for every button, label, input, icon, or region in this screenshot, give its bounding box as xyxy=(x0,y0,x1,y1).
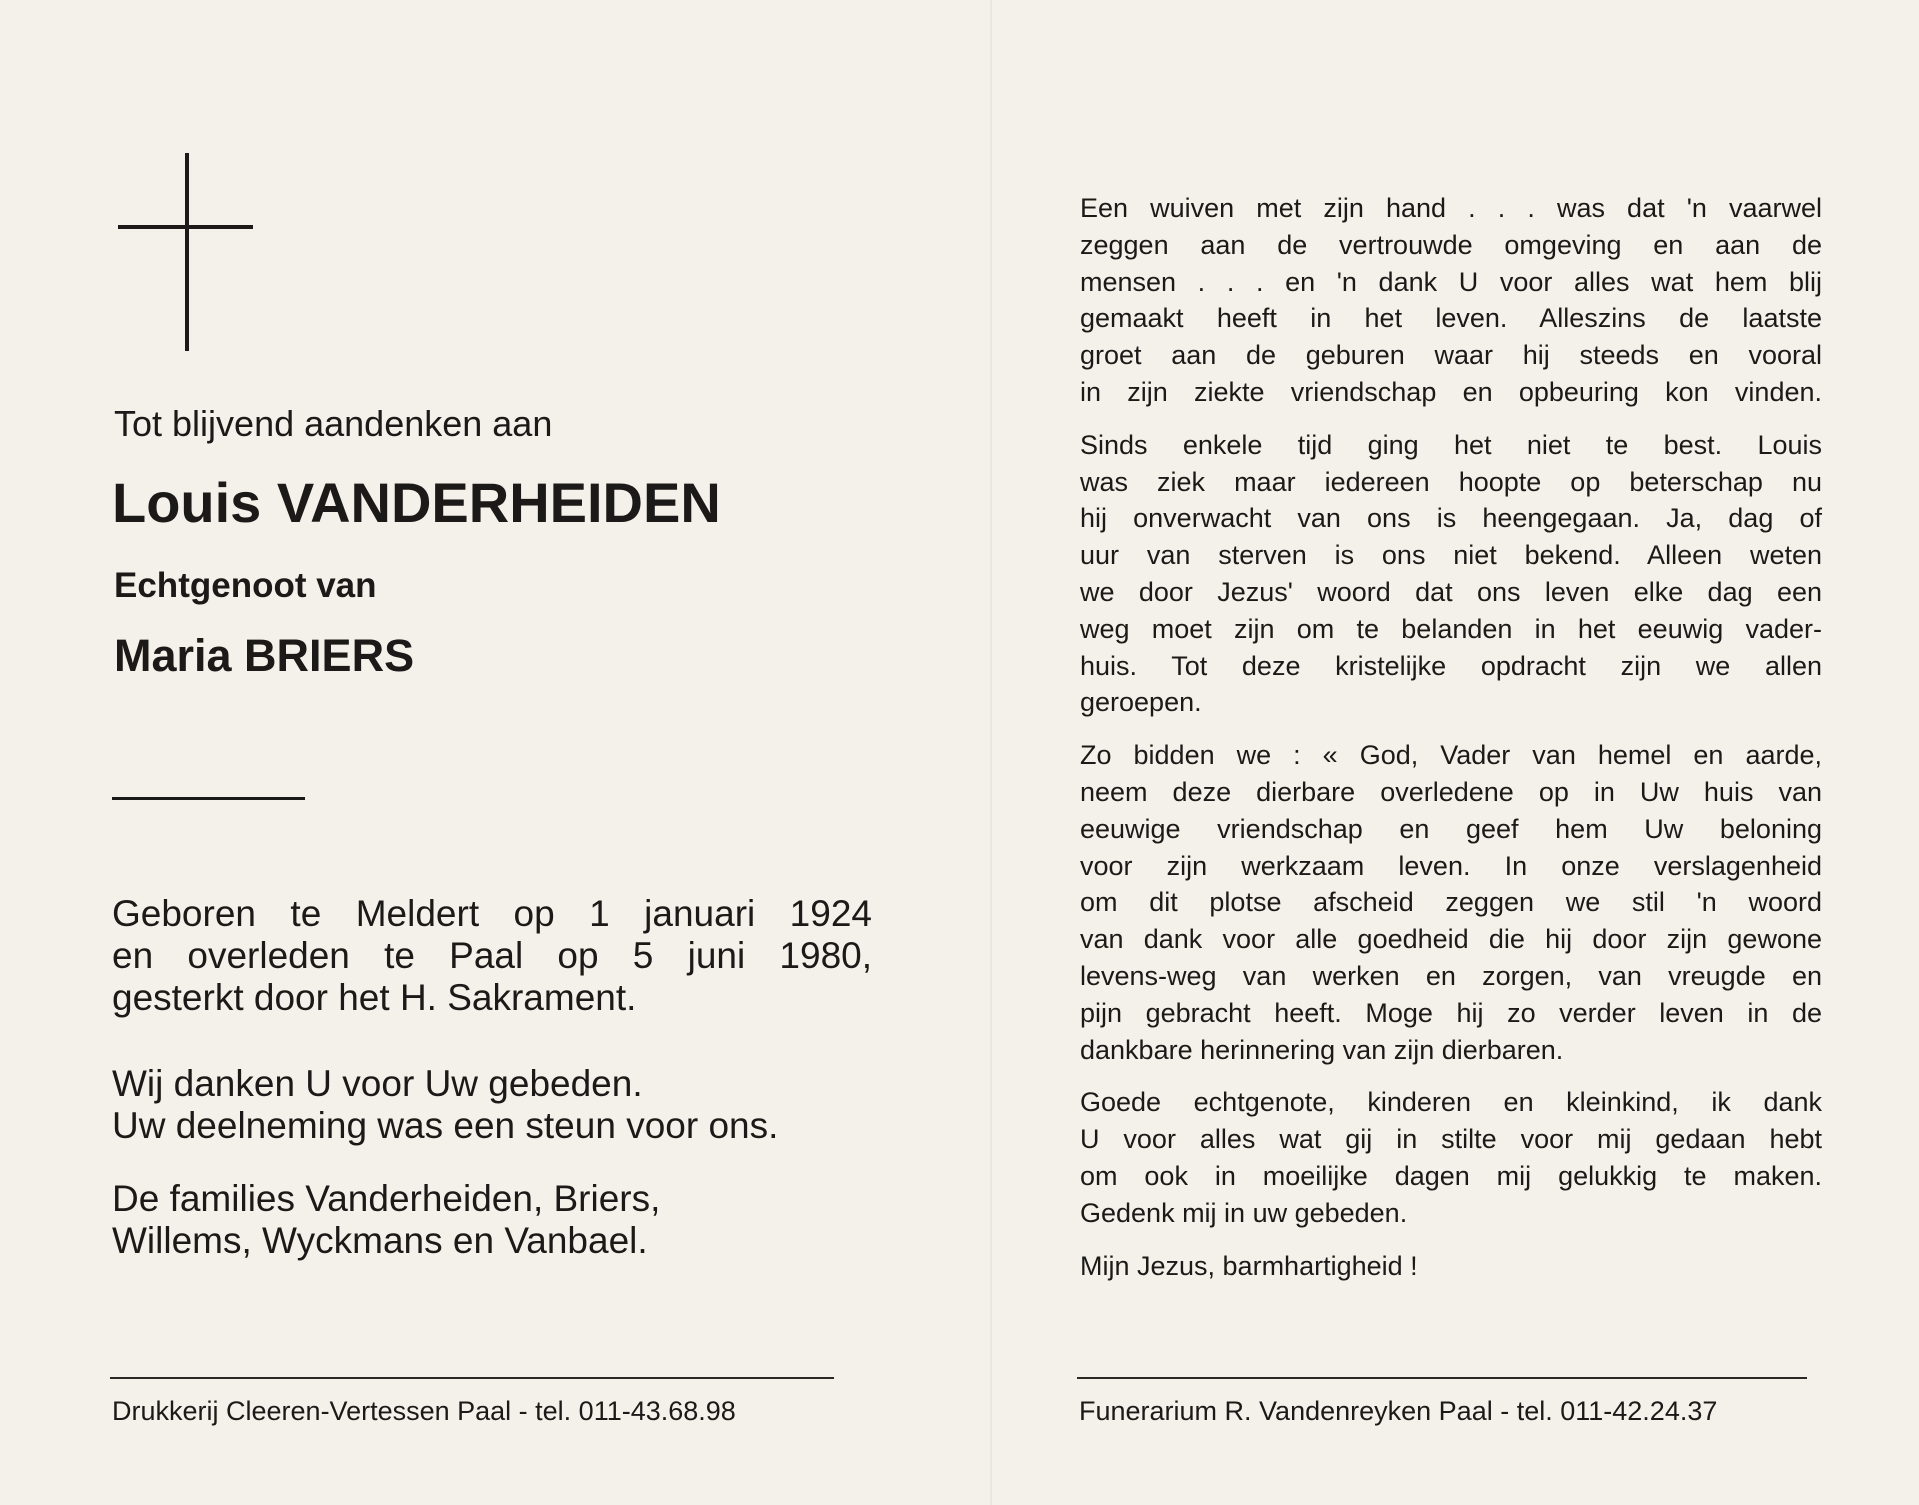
paragraph xyxy=(1080,737,1822,1068)
thanks-block xyxy=(112,1063,872,1147)
families-block xyxy=(112,1178,872,1262)
memorial-text xyxy=(1080,190,1822,1300)
spouse-label: Echtgenoot van xyxy=(114,566,377,605)
cross-icon xyxy=(118,153,253,351)
text-line: hij onverwacht van ons is heengegaan. Ja, dag of xyxy=(1080,503,1822,534)
text-line: van dank voor alle goedheid die hij door zijn gewone xyxy=(1080,924,1822,955)
text-line: groet aan de geburen waar hij steeds en vooral xyxy=(1080,340,1822,371)
short-divider xyxy=(112,797,305,800)
text-line: pijn gebracht heeft. Moge hij zo verder leven in de xyxy=(1080,997,1822,1028)
text-line: Willems, Wyckmans en Vanbael. xyxy=(112,1220,648,1261)
text-line: Wij danken U voor Uw gebeden. xyxy=(112,1063,643,1104)
text-line: U voor alles wat gij in stilte voor mij gedaan hebt xyxy=(1080,1124,1822,1155)
paragraph xyxy=(1080,1248,1822,1285)
paragraph xyxy=(1080,1084,1822,1231)
text-line: Een wuiven met zijn hand . . . was dat 'n vaarwel xyxy=(1080,193,1822,223)
text-line: Zo bidden we : « God, Vader van hemel en aarde, xyxy=(1080,740,1822,771)
text-line: gemaakt heeft in het leven. Alleszins de laatste xyxy=(1080,303,1822,334)
printer-credit: Drukkerij Cleeren-Vertessen Paal - tel. 011-43.68.98 xyxy=(112,1396,736,1426)
text-line: Mijn Jezus, barmhartigheid ! xyxy=(1080,1250,1418,1281)
center-fold xyxy=(990,0,992,1505)
text-line: levens-weg van werken en zorgen, van vreugde en xyxy=(1080,960,1822,991)
text-line: gesterkt door het H. Sakrament. xyxy=(112,977,637,1018)
text-line: geroepen. xyxy=(1080,687,1202,718)
text-line: was ziek maar iedereen hoopte op beterschap nu xyxy=(1080,466,1822,497)
text-line: mensen . . . en 'n dank U voor alles wat hem blij xyxy=(1080,266,1822,297)
text-line: huis. Tot deze kristelijke opdracht zijn we allen xyxy=(1080,650,1822,681)
text-line: voor zijn werkzaam leven. In onze verslagenheid xyxy=(1080,850,1822,881)
deceased-name: Louis VANDERHEIDEN xyxy=(112,471,721,534)
text-line: Goede echtgenote, kinderen en kleinkind, ik dank xyxy=(1080,1087,1822,1118)
text-line: De families Vanderheiden, Briers, xyxy=(112,1178,661,1219)
text-line: Geboren te Meldert op 1 januari 1924 xyxy=(112,893,872,934)
text-line: zeggen aan de vertrouwde omgeving en aan de xyxy=(1080,229,1822,260)
text-line: om ook in moeilijke dagen mij gelukkig te maken. xyxy=(1080,1160,1822,1191)
text-line: dankbare herinnering van zijn dierbaren. xyxy=(1080,1034,1564,1065)
text-line: neem deze dierbare overledene op in Uw huis van xyxy=(1080,776,1822,807)
intro-line: Tot blijvend aandenken aan xyxy=(114,403,553,444)
text-line: om dit plotse afscheid zeggen we stil 'n woord xyxy=(1080,887,1822,918)
funerarium-credit: Funerarium R. Vandenreyken Paal - tel. 011-42.24.37 xyxy=(1079,1396,1718,1426)
text-line: we door Jezus' woord dat ons leven elke dag een xyxy=(1080,576,1822,607)
text-line: Gedenk mij in uw gebeden. xyxy=(1080,1197,1408,1228)
left-footer-rule xyxy=(110,1377,834,1379)
birth-death-block xyxy=(112,893,872,1019)
text-line: eeuwige vriendschap en geef hem Uw beloning xyxy=(1080,813,1822,844)
paragraph xyxy=(1080,190,1822,411)
paragraph xyxy=(1080,427,1822,721)
spouse-name: Maria BRIERS xyxy=(114,630,415,681)
text-line: weg moet zijn om te belanden in het eeuwig vader- xyxy=(1080,613,1822,644)
text-line: uur van sterven is ons niet bekend. Alleen weten xyxy=(1080,540,1822,571)
text-line: en overleden te Paal op 5 juni 1980, xyxy=(112,935,872,976)
text-line: Sinds enkele tijd ging het niet te best. Louis xyxy=(1080,429,1822,460)
right-footer-rule xyxy=(1077,1377,1807,1379)
text-line: Uw deelneming was een steun voor ons. xyxy=(112,1105,779,1146)
text-line: in zijn ziekte vriendschap en opbeuring kon vinden. xyxy=(1080,376,1822,407)
